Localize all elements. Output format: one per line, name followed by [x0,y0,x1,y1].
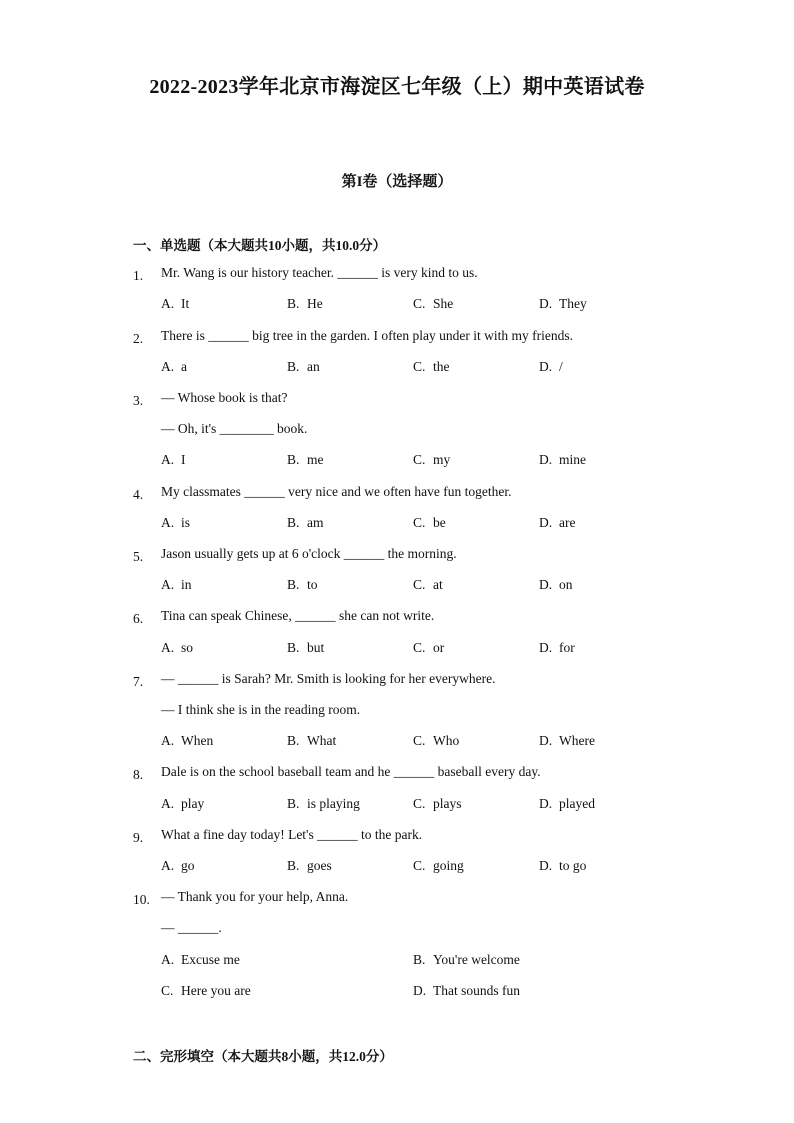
answer-option[interactable] [413,796,462,812]
option-text: mine [559,452,586,467]
option-text: for [559,640,575,655]
option-text: played [559,796,595,811]
option-letter: A. [161,452,175,467]
answer-option[interactable] [539,452,586,468]
option-letter: B. [287,796,300,811]
answer-option[interactable] [161,983,251,999]
option-letter: C. [413,858,426,873]
volume-subtitle: 第I卷（选择题） [341,174,453,190]
option-text: They [559,296,587,311]
option-letter: C. [413,452,426,467]
question-number: 4. [133,487,144,502]
option-text: Here you are [181,983,251,998]
option-text: me [307,452,324,467]
option-text: is [181,515,191,530]
option-text: to [307,577,318,592]
option-text: What [307,733,337,748]
option-letter: A. [161,577,175,592]
question-stem: My classmates ______ very nice and we often have fun together. [161,484,512,499]
option-text: on [559,577,573,592]
question-stem: Dale is on the school baseball team and he ______ baseball every day. [161,764,541,779]
option-letter: B. [287,515,300,530]
question-number: 9. [133,830,144,845]
answer-option[interactable] [539,515,575,531]
answer-option[interactable] [161,952,240,968]
answer-option[interactable] [161,452,186,468]
option-letter: D. [539,640,553,655]
answer-option[interactable] [161,733,213,749]
question-number: 5. [133,549,144,564]
option-letter: A. [161,796,175,811]
question-stem: — Whose book is that? [161,390,288,405]
option-text: am [307,515,324,530]
question-stem: What a fine day today! Let's ______ to the park. [161,827,423,842]
question-stem: Tina can speak Chinese, ______ she can not write. [161,608,435,623]
answer-option[interactable] [161,858,195,874]
option-text: are [559,515,576,530]
section-heading-cloze: 二、完形填空（本大题共8小题，共12.0分） [133,1049,393,1064]
answer-option[interactable] [287,452,324,468]
option-text: Excuse me [181,952,240,967]
answer-option[interactable] [539,733,595,749]
option-letter: A. [161,359,175,374]
option-text: a [181,359,187,374]
option-text: is playing [307,796,360,811]
option-letter: B. [287,733,300,748]
option-letter: B. [287,359,300,374]
option-letter: B. [287,858,300,873]
option-letter: C. [413,296,426,311]
option-letter: C. [413,515,426,530]
option-letter: D. [539,577,553,592]
option-text: Where [559,733,595,748]
question-number: 7. [133,674,144,689]
answer-option[interactable] [539,296,587,312]
option-text: play [181,796,205,811]
question-number: 10. [133,892,150,907]
option-letter: A. [161,296,175,311]
answer-option[interactable] [161,640,193,656]
question-stem: Mr. Wang is our history teacher. ______ is very kind to us. [161,265,478,280]
option-text: my [433,452,451,467]
answer-option[interactable] [287,733,336,749]
answer-option[interactable] [413,452,450,468]
question-stem: There is ______ big tree in the garden. I often play under it with my friends. [161,328,574,343]
question-stem: — Thank you for your help, Anna. [161,889,349,904]
answer-option[interactable] [161,296,189,312]
answer-option[interactable] [287,640,324,656]
option-text: When [181,733,214,748]
answer-option[interactable] [161,515,190,531]
answer-option[interactable] [539,359,563,375]
option-letter: A. [161,952,175,967]
option-letter: D. [539,733,553,748]
question-number: 8. [133,767,144,782]
option-text: He [307,296,323,311]
answer-option[interactable] [287,796,360,812]
option-text: the [433,359,450,374]
option-letter: B. [287,296,300,311]
option-text: at [433,577,443,592]
answer-option[interactable] [413,359,450,375]
option-letter: C. [413,577,426,592]
option-letter: C. [413,796,426,811]
answer-option[interactable] [161,796,204,812]
option-text: Who [433,733,460,748]
exam-title: 2022-2023学年北京市海淀区七年级（上）期中英语试卷 [149,76,645,98]
question-dialogue-text: — I think she is in the reading room. [161,702,361,717]
option-text: I [181,452,186,467]
question-number: 1. [133,268,144,283]
answer-option[interactable] [413,577,443,593]
option-letter: C. [413,640,426,655]
question-stem: Jason usually gets up at 6 o'clock ______ the morning. [161,546,457,561]
answer-option[interactable] [413,858,464,874]
option-text: to go [559,858,587,873]
answer-option[interactable] [287,577,318,593]
option-text: going [433,858,464,873]
option-text: an [307,359,320,374]
option-letter: B. [287,452,300,467]
option-letter: A. [161,858,175,873]
option-letter: D. [539,359,553,374]
answer-option[interactable] [413,952,520,968]
question-dialogue-text: — ______. [161,920,222,935]
answer-option[interactable] [161,359,187,375]
option-letter: C. [413,359,426,374]
answer-option[interactable] [413,733,459,749]
answer-option[interactable] [413,296,453,312]
section-heading-single-choice: 一、单选题（本大题共10小题，共10.0分） [133,238,387,253]
option-text: It [181,296,190,311]
option-text: but [307,640,325,655]
option-letter: D. [539,296,553,311]
answer-option[interactable] [539,858,586,874]
option-text: so [181,640,194,655]
answer-option[interactable] [413,983,520,999]
option-letter: C. [161,983,174,998]
answer-option[interactable] [539,577,573,593]
option-letter: B. [413,952,426,967]
option-text: go [181,858,195,873]
question-number: 6. [133,611,144,626]
answer-option[interactable] [539,796,595,812]
option-text: be [433,515,446,530]
option-text: or [433,640,445,655]
option-letter: A. [161,640,175,655]
option-letter: B. [287,640,300,655]
option-letter: C. [413,733,426,748]
option-letter: A. [161,515,175,530]
option-letter: D. [539,858,553,873]
answer-option[interactable] [413,515,446,531]
answer-option[interactable] [161,577,192,593]
option-text: That sounds fun [433,983,520,998]
option-letter: D. [539,452,553,467]
option-text: goes [307,858,332,873]
option-letter: D. [539,796,553,811]
option-letter: A. [161,733,175,748]
answer-option[interactable] [413,640,444,656]
answer-option[interactable] [287,515,324,531]
option-text: / [559,359,563,374]
answer-option[interactable] [539,640,575,656]
option-letter: D. [413,983,427,998]
question-stem: — ______ is Sarah? Mr. Smith is looking for her everywhere. [161,671,496,686]
question-number: 3. [133,393,144,408]
option-text: She [433,296,454,311]
option-text: You're welcome [433,952,520,967]
option-letter: B. [287,577,300,592]
option-text: plays [433,796,462,811]
answer-option[interactable] [287,858,332,874]
option-text: in [181,577,192,592]
question-number: 2. [133,331,144,346]
option-letter: D. [539,515,553,530]
question-dialogue-text: — Oh, it's ________ book. [161,421,308,436]
answer-option[interactable] [287,296,323,312]
answer-option[interactable] [287,359,320,375]
